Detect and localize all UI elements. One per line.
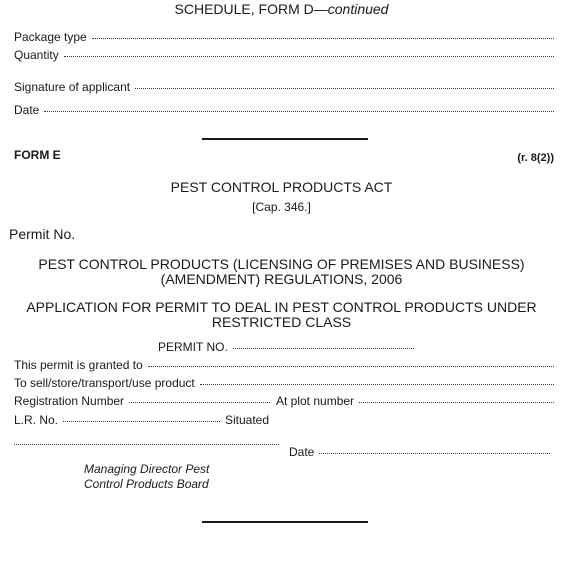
signatory-title xyxy=(84,462,209,492)
form-d-date-blank[interactable] xyxy=(44,110,554,112)
plot-number-blank[interactable] xyxy=(359,401,554,403)
granted-to-label: This permit is granted to xyxy=(14,358,143,372)
form-d-date-label: Date xyxy=(14,103,40,117)
package-type-blank[interactable] xyxy=(92,37,554,39)
form-e-date-blank[interactable] xyxy=(319,452,550,454)
package-type-field[interactable] xyxy=(14,30,554,44)
form-e-reference: (r. 8(2)) xyxy=(517,152,554,164)
act-title: PEST CONTROL PRODUCTS ACT xyxy=(170,179,393,195)
granted-to-field[interactable] xyxy=(14,358,554,372)
signature-field[interactable] xyxy=(14,80,554,94)
plot-number-field[interactable] xyxy=(276,394,554,408)
registration-number-label: Registration Number xyxy=(14,394,125,408)
cap-reference: [Cap. 346.] xyxy=(252,200,311,214)
plot-number-label: At plot number xyxy=(276,394,355,408)
schedule-header xyxy=(0,1,563,17)
signatory-title-line2: Control Products Board xyxy=(84,477,209,491)
form-e-date-field[interactable] xyxy=(289,445,550,459)
regulations-title-line2: (AMENDMENT) REGULATIONS, 2006 xyxy=(160,271,403,287)
regulations-title-line1: PEST CONTROL PRODUCTS (LICENSING OF PREMISES AND BUSINESS) xyxy=(38,256,525,272)
closing-divider xyxy=(202,521,368,523)
granted-to-blank[interactable] xyxy=(148,365,554,367)
form-e-date-label: Date xyxy=(289,445,315,459)
product-use-label: To sell/store/transport/use product xyxy=(14,376,195,390)
product-use-field[interactable] xyxy=(14,376,554,390)
signatory-title-line1: Managing Director Pest xyxy=(84,462,210,476)
quantity-blank[interactable] xyxy=(64,55,554,57)
signatory-signature-field[interactable] xyxy=(14,445,279,447)
lr-number-blank[interactable] xyxy=(63,420,220,422)
signature-blank[interactable] xyxy=(135,87,554,89)
permit-number-blank[interactable] xyxy=(233,347,414,349)
permit-no-label: Permit No. xyxy=(9,226,76,242)
application-title xyxy=(0,300,563,330)
registration-number-blank[interactable] xyxy=(129,401,270,403)
registration-number-field[interactable] xyxy=(14,394,270,408)
quantity-field[interactable] xyxy=(14,48,554,62)
lr-number-label: L.R. No. xyxy=(14,413,59,427)
form-d-date-field[interactable] xyxy=(14,103,554,117)
section-divider xyxy=(202,138,368,140)
package-type-label: Package type xyxy=(14,30,87,44)
signatory-signature-blank[interactable] xyxy=(14,443,279,445)
application-title-line1: APPLICATION FOR PERMIT TO DEAL IN PEST CONTROL PRODUCTS UNDER xyxy=(26,299,537,315)
schedule-header-prefix: SCHEDULE, FORM D— xyxy=(174,1,328,17)
situated-field[interactable] xyxy=(225,413,285,427)
form-e-label: FORM E xyxy=(14,148,61,162)
signature-label: Signature of applicant xyxy=(14,80,131,94)
quantity-label: Quantity xyxy=(14,48,59,62)
schedule-header-suffix: continued xyxy=(327,1,389,17)
lr-number-field[interactable] xyxy=(14,413,220,427)
situated-label: Situated xyxy=(225,413,270,427)
product-use-blank[interactable] xyxy=(200,383,554,385)
regulations-title xyxy=(0,257,563,287)
permit-number-field[interactable] xyxy=(158,340,414,354)
application-title-line2: RESTRICTED CLASS xyxy=(211,314,352,330)
permit-number-label: PERMIT NO. xyxy=(158,340,228,354)
